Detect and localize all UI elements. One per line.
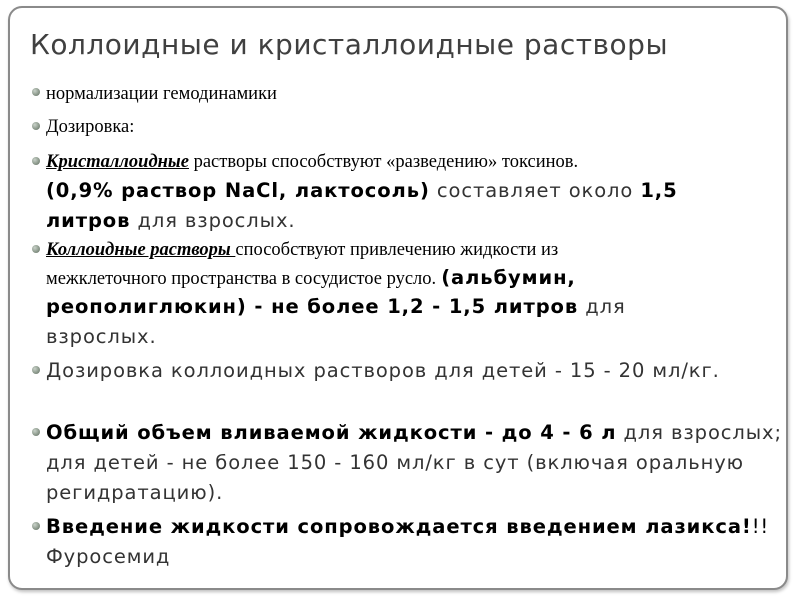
bullet-children-dosage [32, 356, 784, 418]
bullet-line [46, 236, 784, 264]
bullet-total-volume [32, 418, 784, 512]
bullet-dot-icon [32, 122, 40, 130]
bullet-dot-icon [32, 157, 40, 165]
bullet-line [46, 176, 784, 206]
bullet-paragraph [46, 512, 784, 572]
bullet-bold-text: 1,5 [640, 179, 678, 202]
bullet-line: взрослых. [46, 325, 157, 348]
bullet-text: Фуросемид [46, 545, 171, 568]
bullet-text: для [578, 295, 626, 318]
bullet-bold-text: Введение жидкости сопровождается введением лазикса! [46, 515, 752, 538]
bullet-line [46, 264, 784, 292]
bullet-bold-text: Общий объем вливаемой жидкости - до 4 - 6 л [46, 421, 617, 444]
bullet-line [46, 292, 784, 322]
bullet-list [32, 78, 784, 572]
bullet-text: растворы способствуют «разведению» токсинов. [188, 152, 579, 172]
bullet-text: для взрослых; для детей - не более 150 - 160 мл/кг в сут (включая оральную регидратацию). [46, 421, 782, 504]
bullet-line [46, 206, 784, 236]
bullet-text: для взрослых. [130, 209, 296, 232]
bullet-text: межклеточного пространства в сосудистое русло. [46, 269, 437, 289]
bullet-text: нормализации гемодинамики [46, 84, 277, 104]
bullet-text: !! [751, 515, 770, 538]
bullet-dot-icon [32, 428, 40, 436]
bullet-hemodynamics [32, 78, 784, 110]
bullet-dot-icon [32, 88, 40, 96]
bullet-crystalloids [32, 148, 784, 236]
bullet-line [46, 148, 784, 176]
bullet-paragraph [46, 418, 784, 508]
term-colloids: Коллоидные растворы [46, 240, 236, 260]
bullet-bold-text: литров [46, 209, 131, 232]
term-crystalloids: Кристаллоидные [46, 152, 189, 172]
bullet-bold-text: (альбумин, [441, 266, 576, 289]
bullet-dot-icon [32, 522, 40, 530]
bullet-lasix [32, 512, 784, 572]
bullet-text: способствуют привлечению жидкости из [235, 240, 559, 260]
slide-title: Коллоидные и кристаллоидные растворы [30, 28, 669, 61]
bullet-bold-text: реополиглюкин) - не более 1,2 - 1,5 литров [46, 295, 579, 318]
bullet-text: составляет около [429, 179, 641, 202]
bullet-text: Дозировка коллоидных растворов для детей - 15 - 20 мл/кг. [46, 359, 720, 382]
bullet-dosage-header [32, 110, 784, 144]
slide-frame [8, 6, 788, 590]
bullet-colloids [32, 236, 784, 356]
bullet-bold-text: (0,9% раствор NaCl, лактосоль) [46, 179, 430, 202]
bullet-dot-icon [32, 366, 40, 374]
bullet-text: Дозировка: [46, 117, 135, 137]
bullet-dot-icon [32, 245, 40, 253]
